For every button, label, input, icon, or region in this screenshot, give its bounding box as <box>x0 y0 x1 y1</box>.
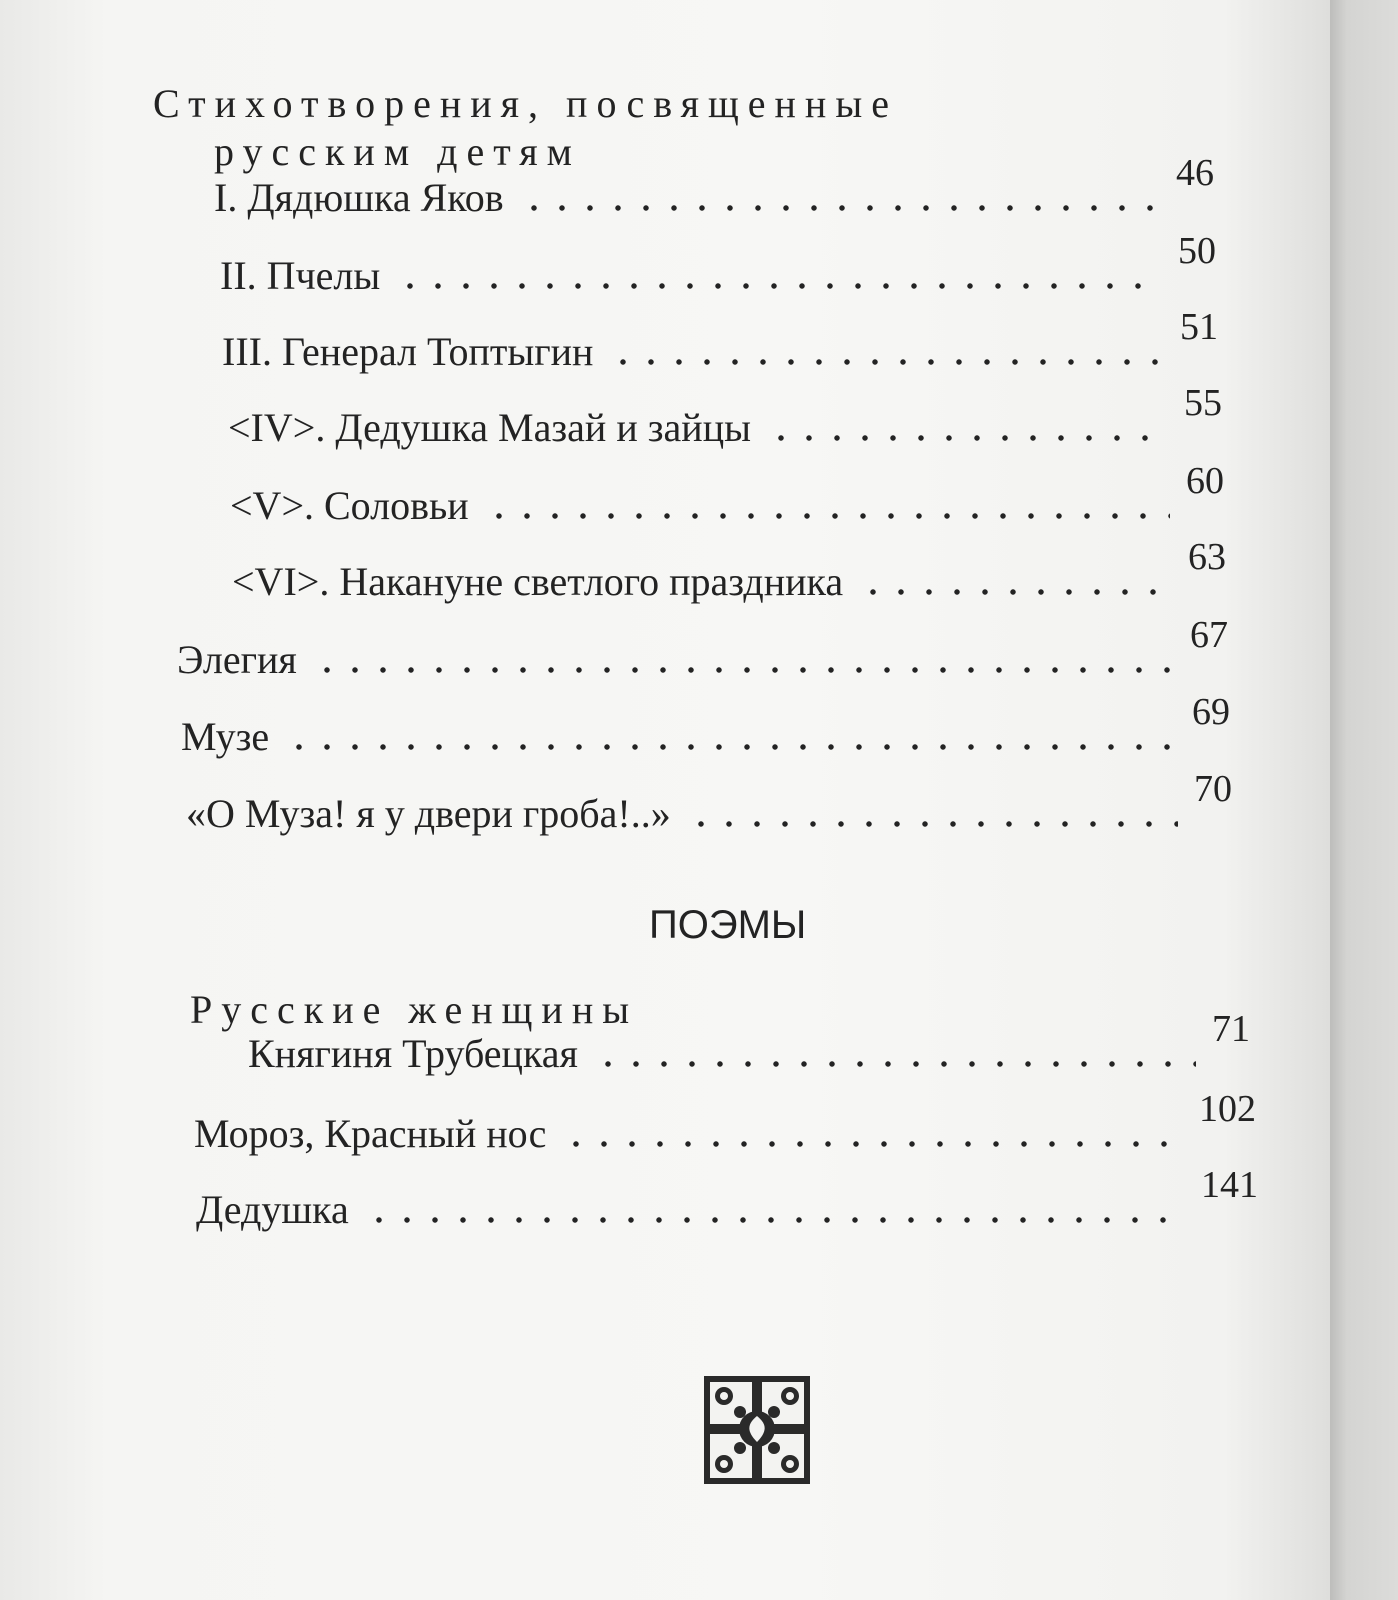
toc-entry-title: Элегия <box>177 637 297 682</box>
leader-dots <box>313 667 1174 673</box>
leader-dots <box>594 1061 1196 1067</box>
toc-entry <box>194 1088 1256 1157</box>
poems-heading: ПОЭМЫ <box>649 903 807 947</box>
toc-entry-title: Музе <box>181 714 270 759</box>
leader-dots <box>767 435 1168 441</box>
toc-entry-page: 70 <box>1194 768 1232 810</box>
toc-entry-title: Княгиня Трубецкая <box>248 1031 578 1076</box>
leader-dots <box>859 589 1172 595</box>
leader-dots <box>365 1217 1185 1223</box>
toc-entry-title: Мороз, Красный нос <box>194 1111 547 1156</box>
toc-entry-title: III. Генерал Топтыгин <box>222 329 594 374</box>
toc-entry-title: «О Муза! я у двери гроба!..» <box>186 791 671 836</box>
toc-entry-title: <IV>. Дедушка Мазай и зайцы <box>228 405 751 450</box>
ornament-icon <box>702 1374 812 1486</box>
section-title-dedicated-line2: русским детям <box>214 129 581 174</box>
toc-entry <box>177 614 1228 683</box>
toc-entry <box>248 1008 1250 1077</box>
toc-entry <box>181 691 1230 760</box>
leader-dots <box>520 205 1160 211</box>
leader-dots <box>485 513 1170 519</box>
leader-dots <box>396 283 1162 289</box>
toc-entry-page: 46 <box>1176 152 1214 194</box>
toc-entry-page: 102 <box>1199 1088 1256 1130</box>
toc-entry-page: 141 <box>1201 1164 1258 1206</box>
toc-entry-title: Дедушка <box>196 1187 349 1232</box>
toc-entry-page: 60 <box>1186 460 1224 502</box>
toc-entry <box>230 460 1224 529</box>
toc-entry-page: 67 <box>1190 614 1228 656</box>
toc-entry <box>222 306 1218 375</box>
toc-entry-page: 69 <box>1192 691 1230 733</box>
toc-entry <box>186 768 1232 837</box>
toc-entry <box>196 1164 1258 1233</box>
toc-entry-title: <V>. Соловьи <box>230 483 469 528</box>
section-title-dedicated-line1: Стихотворения, посвященные <box>153 81 898 126</box>
section-title-russian-women: Русские женщины <box>190 987 639 1032</box>
toc-entry <box>228 382 1222 451</box>
toc-entry-page: 51 <box>1180 306 1218 348</box>
leader-dots <box>609 359 1164 365</box>
toc-entry <box>220 230 1216 299</box>
leader-dots <box>687 821 1178 827</box>
toc-entry-title: II. Пчелы <box>220 253 381 298</box>
toc-entry-title: I. Дядюшка Яков <box>214 175 504 220</box>
leader-dots <box>285 744 1176 750</box>
toc-entry-page: 63 <box>1188 536 1226 578</box>
leader-dots <box>562 1141 1183 1147</box>
toc-entry <box>232 536 1226 605</box>
toc-entry-title: <VI>. Накануне светлого праздника <box>232 559 844 604</box>
page-edge <box>1330 0 1398 1600</box>
toc-entry-page: 55 <box>1184 382 1222 424</box>
toc-entry-page: 50 <box>1178 230 1216 272</box>
toc-entry <box>214 152 1214 221</box>
toc-entry-page: 71 <box>1212 1008 1250 1050</box>
